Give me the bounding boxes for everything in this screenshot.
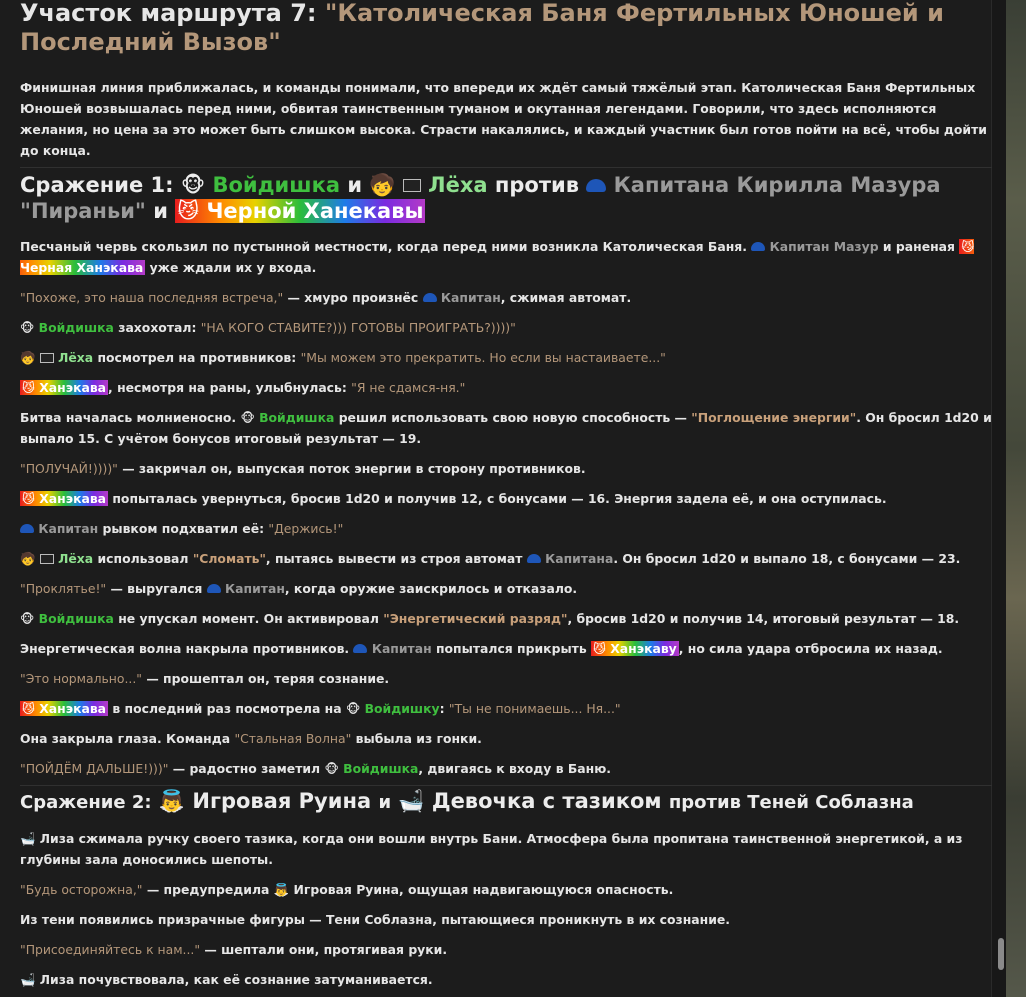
monkey-icon: 🐵 xyxy=(20,320,35,335)
scrollbar-track[interactable] xyxy=(991,0,1006,997)
cap-icon xyxy=(207,584,221,593)
khanekava-badge: 😼 Черная Ханэкава xyxy=(20,239,975,275)
b1-paragraph: 🐵 Войдишка захохотал: "НА КОГО СТАВИТЕ?))) ГОТОВЫ ПРОИГРАТЬ?))))" xyxy=(20,317,992,338)
b1-paragraph: 😼 Ханэкава , несмотря на раны, улыбнулась: "Я не сдамся-ня." xyxy=(22,380,466,395)
b1-paragraph: Капитан рывком подхватил её: "Держись!" xyxy=(20,518,992,539)
khanekava-badge: 😼 Ханэкава xyxy=(22,491,107,506)
cap-icon xyxy=(751,242,765,251)
b2-paragraph: 🛁 Лиза сжимала ручку своего тазика, когда они вошли внутрь Бани. Атмосфера была пропитана таинственной энергетикой, а из глубины зала доносились шепоты. xyxy=(20,828,992,870)
scrollbar-thumb[interactable] xyxy=(998,938,1004,970)
bathtub-icon: 🛁 xyxy=(398,789,425,813)
laptop-icon xyxy=(403,179,421,192)
khanekava-badge: 😼 Ханэкава xyxy=(22,380,107,395)
monkey-icon: 🐵 xyxy=(20,611,35,626)
b1-paragraph: 😼 Ханэкава в последний раз посмотрела на 🐵 Войдишку: "Ты не понимаешь... Ня..." xyxy=(20,698,992,719)
bathtub-icon: 🛁 xyxy=(20,972,36,987)
khanekava-badge: 😼 Ханэкаву xyxy=(593,641,677,656)
b2-paragraph: "Будь осторожна," — предупредила 👼 Игровая Руина, ощущая надвигающуюся опасность. xyxy=(20,879,992,900)
black-khanekava-badge: 😼 Черной Ханекавы xyxy=(177,199,424,223)
cap-icon xyxy=(527,554,541,563)
cat-icon: 😼 xyxy=(22,701,35,716)
laptop-icon xyxy=(40,554,54,564)
b1-paragraph: "Проклятье!" — выругался Капитан, когда оружие заискрилось и отказало. xyxy=(20,581,578,596)
cat-icon: 😼 xyxy=(177,199,200,223)
b1-paragraph: 🧒 Лёха посмотрел на противников: "Мы можем это прекратить. Но если вы настаиваете..." xyxy=(20,347,992,368)
cat-icon: 😼 xyxy=(593,641,606,656)
b1-paragraph: 🧒 Лёха использовал "Сломать", пытаясь вывести из строя автомат Капитана. Он бросил 1d20 и выпало 18, с бонусами — 23. xyxy=(20,548,992,569)
b1-paragraph: Энергетическая волна накрыла противников. Капитан попытался прикрыть 😼 Ханэкаву , но сила удара отбросила их назад. xyxy=(20,641,943,656)
battle-2-heading: Сражение 2: 👼 Игровая Руина и 🛁 Девочка с тазиком против Теней Соблазна xyxy=(20,789,914,813)
b1-paragraph: Песчаный червь скользил по пустынной местности, когда перед ними возникла Католическая Баня. Капитан Мазур и раненая 😼 Черная Ханэкава уже ждали их у входа. xyxy=(20,239,975,275)
b1-paragraph: "Похоже, это наша последняя встреча," — хмуро произнёс Капитан, сжимая автомат. xyxy=(20,290,632,305)
angel-icon: 👼 xyxy=(158,789,186,813)
b2-paragraph: "Присоединяйтесь к нам..." — шептали они, протягивая руки. xyxy=(20,942,448,957)
b1-paragraph: Она закрыла глаза. Команда "Стальная Волна" выбыла из гонки. xyxy=(20,731,482,746)
background-image-edge xyxy=(1006,0,1026,997)
story-content xyxy=(20,0,992,997)
khanekava-badge: 😼 Ханэкава xyxy=(22,701,107,716)
b1-paragraph: "Это нормально..." — прошептал он, теряя сознание. xyxy=(20,671,390,686)
b2-paragraph: Из тени появились призрачные фигуры — Тени Соблазна, пытающиеся проникнуть в их сознание. xyxy=(20,912,731,927)
monkey-icon: 🐵 xyxy=(240,410,255,425)
boy-icon: 🧒 xyxy=(369,173,396,197)
b2-paragraph: 🛁 Лиза почувствовала, как её сознание затуманивается. xyxy=(20,969,992,990)
boy-icon: 🧒 xyxy=(20,350,36,365)
divider xyxy=(20,785,992,786)
laptop-icon xyxy=(40,353,54,363)
cap-icon xyxy=(586,179,606,192)
divider xyxy=(20,167,992,168)
cat-icon: 😼 xyxy=(961,239,975,254)
intro-paragraph: Финишная линия приближалась, и команды понимали, что впереди их ждёт самый тяжёлый этап. Католическая Баня Фертильных Юношей возвышалась перед ними, обвитая таинственным туманом и окутанная легендами. Говорили, что здесь исполняются желания, но цена за это может быть слишком высока. Страсти накалялись, и каждый участник был готов пойти на всё, чтобы дойти до конца. xyxy=(20,80,987,158)
b1-paragraph: 😼 Ханэкава попыталась увернуться, бросив 1d20 и получив 12, с бонусами — 16. Энергия задела её, и она оступилась. xyxy=(22,491,887,506)
battle-1-heading: Сражение 1: 🐵 Войдишка и 🧒 Лёха против Капитана Кирилла Мазура "Пираньи" и 😼 Черной Ханекавы xyxy=(20,173,941,223)
boy-icon: 🧒 xyxy=(20,551,36,566)
cat-icon: 😼 xyxy=(22,491,35,506)
b1-paragraph: "ПОЙДЁМ ДАЛЬШЕ!)))" — радостно заметил 🐵 Войдишка, двигаясь к входу в Баню. xyxy=(20,758,992,779)
cat-icon: 😼 xyxy=(22,380,35,395)
cap-icon xyxy=(423,293,437,302)
angel-icon: 👼 xyxy=(273,882,290,897)
b1-paragraph: 🐵 Войдишка не упускал момент. Он активировал "Энергетический разряд", бросив 1d20 и получив 14, итоговый результат — 18. xyxy=(20,608,992,629)
b1-paragraph: Битва началась молниеносно. 🐵 Войдишка решил использовать свою новую способность — "Поглощение энергии". Он бросил 1d20 и выпало 15. С учётом бонусов итоговый результат — 19. xyxy=(20,407,992,449)
cap-icon xyxy=(20,524,34,533)
bathtub-icon: 🛁 xyxy=(20,831,36,846)
monkey-icon: 🐵 xyxy=(324,761,339,776)
monkey-icon: 🐵 xyxy=(180,173,206,197)
b1-paragraph: "ПОЛУЧАЙ!))))" — закричал он, выпуская поток энергии в сторону противников. xyxy=(20,461,586,476)
page-title: Участок маршрута 7: "Католическая Баня Фертильных Юношей и Последний Вызов" xyxy=(20,0,944,56)
monkey-icon: 🐵 xyxy=(345,701,361,716)
cap-icon xyxy=(353,644,367,653)
